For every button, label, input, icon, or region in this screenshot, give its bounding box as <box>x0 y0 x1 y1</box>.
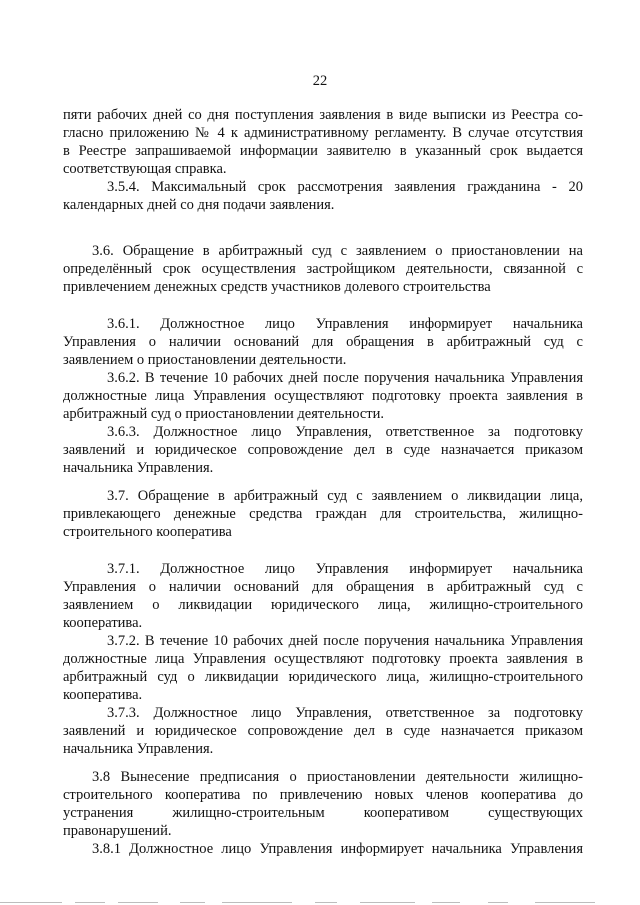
section-heading-line: привлекающего денежные средства граждан для строительства, жилищно- <box>63 506 583 522</box>
section-heading-line: определённый срок осуществления застройщиком деятельности, связанной с <box>63 261 583 277</box>
section-heading-line: строительного кооператива по привлечению новых членов кооператива до <box>63 787 583 803</box>
text-line: гласно приложению № 4 к административному регламенту. В случае отсутствия <box>63 125 583 141</box>
page-number: 22 <box>312 73 328 89</box>
text-line: 3.8.1 Должностное лицо Управления информирует начальника Управления <box>92 841 583 857</box>
text-line: Управления о наличии оснований для обращения в арбитражный суд с <box>63 579 583 595</box>
section-heading-line: 3.7. Обращение в арбитражный суд с заявлением о ликвидации лица, <box>107 488 583 504</box>
section-heading-line: устранения жилищно-строительным кооперативом существующих <box>63 805 583 821</box>
text-line: 3.6.1. Должностное лицо Управления информирует начальника <box>107 316 583 332</box>
scan-edge-marks <box>0 899 640 905</box>
text-line: заявлений и юридическое сопровождение дел в суде назначается приказом <box>63 723 583 739</box>
text-line: начальника Управления. <box>63 741 214 757</box>
text-line: начальника Управления. <box>63 460 214 476</box>
text-line: арбитражный суд о приостановлении деятельности. <box>63 406 385 422</box>
section-heading-line: строительного кооператива <box>63 524 232 540</box>
text-line: 3.6.2. В течение 10 рабочих дней после поручения начальника Управления <box>107 370 583 386</box>
text-line: 3.7.1. Должностное лицо Управления информирует начальника <box>107 561 583 577</box>
text-line: должностные лица Управления осуществляют подготовку проекта заявления в <box>63 388 583 404</box>
text-line: арбитражный суд о ликвидации юридического лица, жилищно-строительного <box>63 669 583 685</box>
section-heading-line: 3.8 Вынесение предписания о приостановлении деятельности жилищно- <box>92 769 583 785</box>
text-line: кооператива. <box>63 615 143 631</box>
section-heading-line: привлечением денежных средств участников долевого строительства <box>63 279 491 295</box>
text-line: кооператива. <box>63 687 143 703</box>
text-line: заявлением о приостановлении деятельности. <box>63 352 347 368</box>
text-line: должностные лица Управления осуществляют подготовку проекта заявления в <box>63 651 583 667</box>
text-line: календарных дней со дня подачи заявления. <box>63 197 335 213</box>
text-line: пяти рабочих дней со дня поступления заявления в виде выписки из Реестра со- <box>63 107 583 123</box>
text-line: Управления о наличии оснований для обращения в арбитражный суд с <box>63 334 583 350</box>
text-line: соответствующая справка. <box>63 161 227 177</box>
text-line: 3.5.4. Максимальный срок рассмотрения заявления гражданина - 20 <box>107 179 583 195</box>
text-line: 3.7.2. В течение 10 рабочих дней после поручения начальника Управления <box>107 633 583 649</box>
text-line: заявлений и юридическое сопровождение дел в суде назначается приказом <box>63 442 583 458</box>
text-line: 3.7.3. Должностное лицо Управления, ответственное за подготовку <box>107 705 583 721</box>
section-heading-line: 3.6. Обращение в арбитражный суд с заявлением о приостановлении на <box>92 243 583 259</box>
text-line: в Реестре запрашиваемой информации заявителю в указанный срок выдается <box>63 143 583 159</box>
text-line: заявлением о ликвидации юридического лица, жилищно-строительного <box>63 597 583 613</box>
text-line: 3.6.3. Должностное лицо Управления, ответственное за подготовку <box>107 424 583 440</box>
section-heading-line: правонарушений. <box>63 823 172 839</box>
